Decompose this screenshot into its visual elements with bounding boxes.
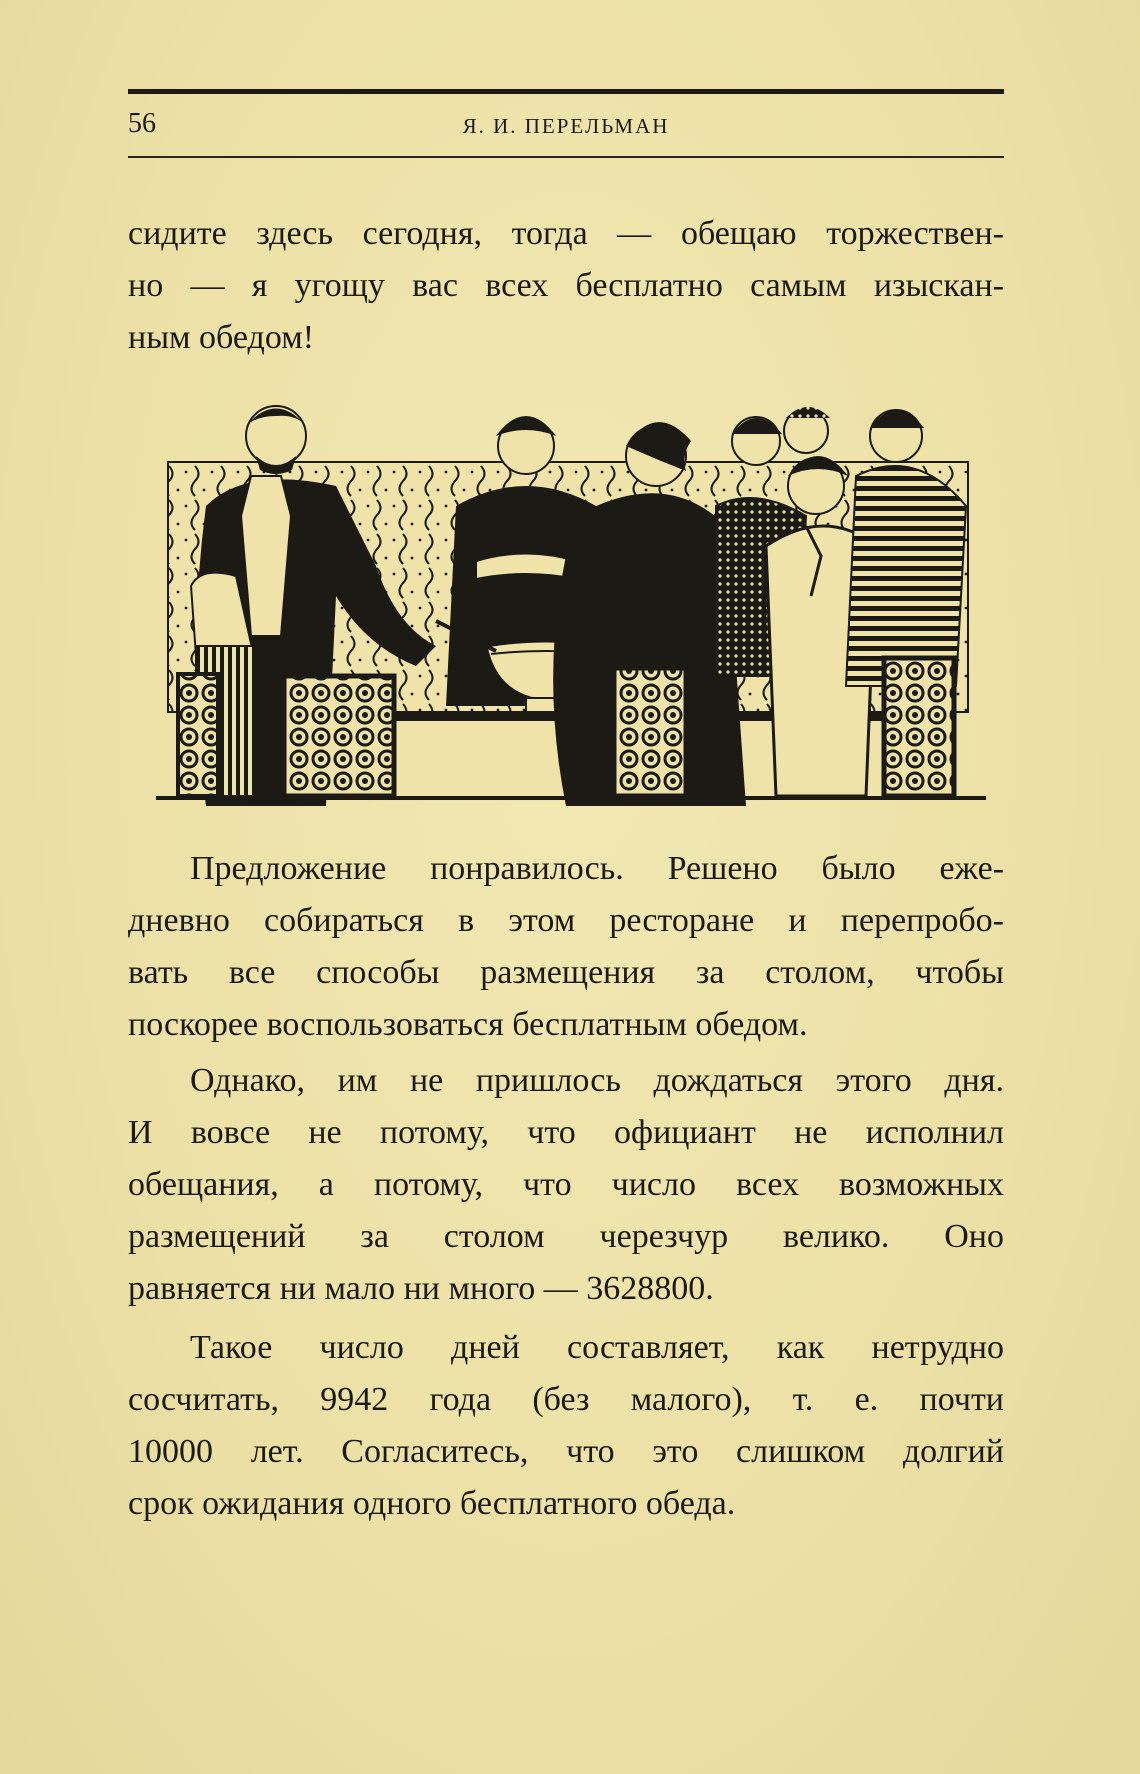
running-title: Я. И. ПЕРЕЛЬМАН <box>462 114 670 138</box>
paragraph <box>128 1055 1004 1315</box>
header-thick-rule <box>128 89 1004 94</box>
text-line: дневно собираться в этом ресторане и перепробо- <box>128 902 1004 939</box>
text-line: сосчитать, 9942 года (без малого), т. е. почти <box>128 1381 1004 1418</box>
page-number: 56 <box>128 108 156 139</box>
text-line: 10000 лет. Согласитесь, что это слишком долгий <box>128 1433 1004 1470</box>
paragraph <box>128 1322 1004 1530</box>
header-thin-rule <box>128 156 1004 158</box>
text-line: И вовсе не потому, что официант не исполнил <box>128 1114 1004 1151</box>
running-head <box>128 104 1004 148</box>
text-line: вать все способы размещения за столом, чтобы <box>128 954 1004 991</box>
dinner-scene-drawing <box>156 396 986 806</box>
text-line: но — я угощу вас всех бесплатно самым изыскан- <box>128 267 1004 304</box>
text-line: Однако, им не пришлось дождаться этого дня. <box>190 1062 1004 1099</box>
text-line: Такое число дней составляет, как нетрудно <box>190 1329 1004 1366</box>
illustration-dinner-scene <box>156 396 986 806</box>
text-line: равняется ни мало ни много — 3628800. <box>128 1270 714 1307</box>
text-line: срок ожидания одного бесплатного обеда. <box>128 1485 736 1522</box>
paragraph <box>128 208 1004 364</box>
text-line: Предложение понравилось. Решено было еже- <box>190 850 1004 887</box>
paragraph <box>128 843 1004 1051</box>
text-line: размещений за столом черезчур велико. Оно <box>128 1218 1004 1255</box>
text-line: ным обедом! <box>128 319 315 356</box>
text-line: поскорее воспользоваться бесплатным обедом. <box>128 1006 808 1043</box>
text-line: обещания, а потому, что число всех возможных <box>128 1166 1004 1203</box>
text-line: сидите здесь сегодня, тогда — обещаю торжествен- <box>128 215 1004 252</box>
